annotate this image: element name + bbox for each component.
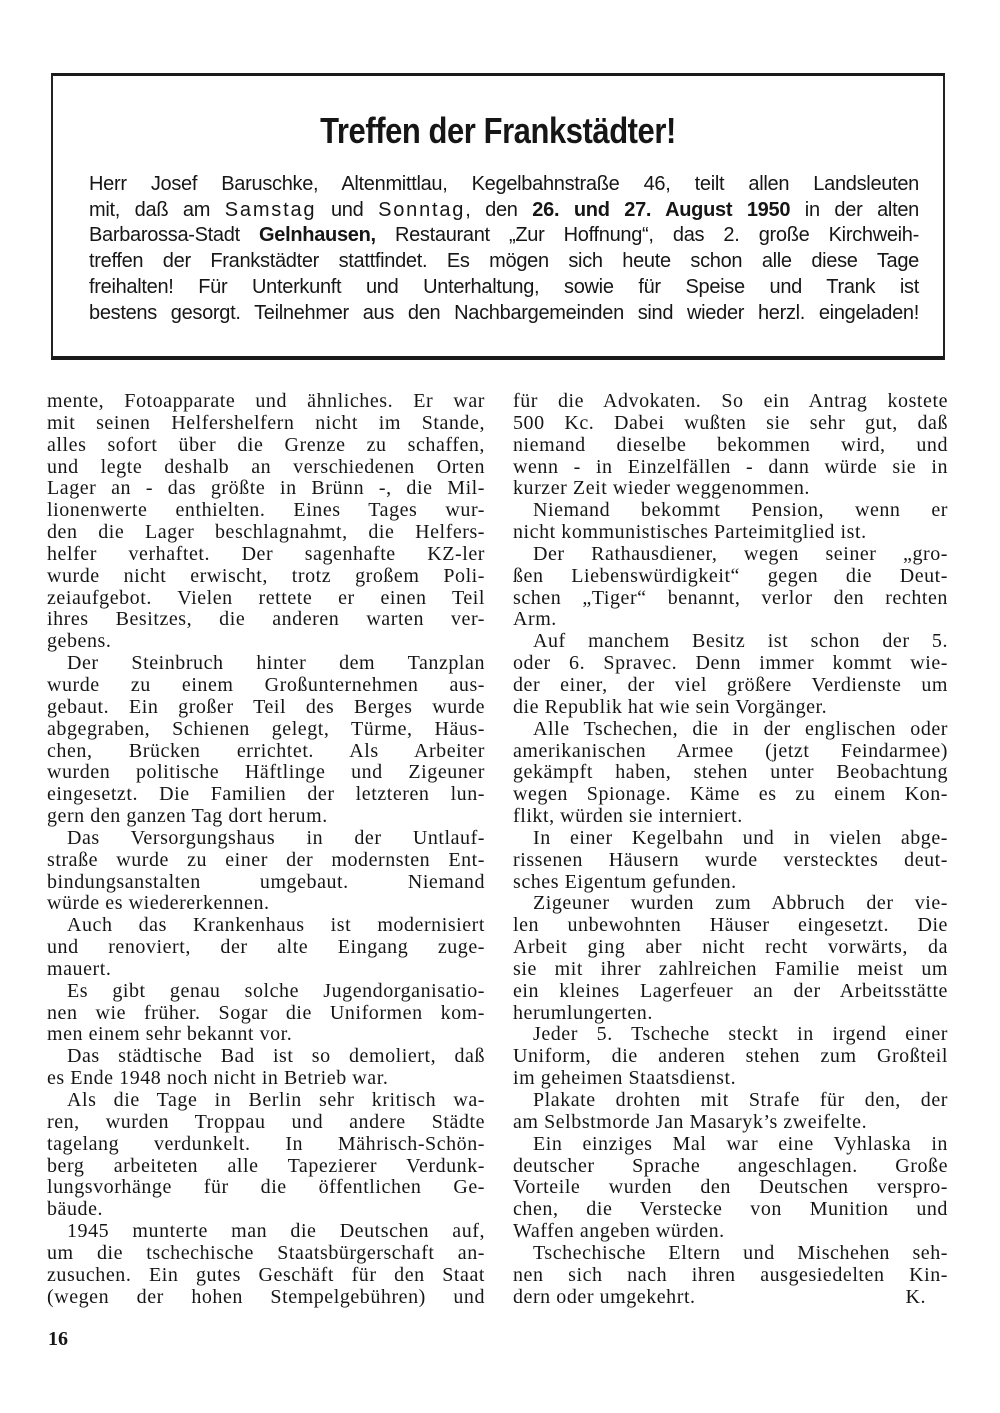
article-column-right: [513, 391, 948, 1308]
notice-line: [89, 301, 919, 327]
text-line: flikt, würden sie interniert.: [513, 805, 743, 828]
text-line: oder 6. Spravec. Denn immer kommt wie-: [513, 652, 948, 675]
text-line: helfer verhaftet. Der sagenhafte KZ-ler: [47, 542, 485, 565]
paragraph: [513, 500, 948, 544]
text-line: zeiaufgebot. Vielen rettete er einen Teil: [47, 586, 485, 609]
text-line: Der Steinbruch hinter dem Tanzplan: [67, 652, 485, 675]
text-line: gern den ganzen Tag dort herum.: [47, 805, 328, 828]
text-line: sie mit ihrer zahlreichen Familie meist um: [513, 957, 948, 980]
notice-emphasis: Gelnhausen,: [259, 224, 376, 247]
text-line: Als die Tage in Berlin sehr kritisch wa-: [67, 1089, 485, 1111]
text-line: Niemand bekommt Pension, wenn er: [533, 499, 948, 522]
paragraph: [513, 893, 948, 1024]
text-line: lungsvorhänge für die öffentlichen Ge-: [47, 1176, 485, 1199]
text-line: würde es wiedererkennen.: [47, 892, 270, 915]
text-line: 500 Kc. Dabei wußten sie sehr gut, daß: [513, 411, 948, 434]
paragraph: [513, 544, 948, 631]
text-line: chen, die Verstecke von Munition und: [513, 1198, 948, 1221]
text-line: mit seinen Helfershelfern nicht im Stande,: [47, 411, 485, 434]
paragraph: [513, 1243, 948, 1309]
text-line: ein kleines Lagerfeuer an der Arbeitsstätte: [513, 979, 948, 1002]
notice-text: , den: [465, 198, 533, 221]
paragraph: [47, 391, 485, 653]
text-line: abgegraben, Schienen gelegt, Türme, Häus-: [47, 717, 485, 740]
text-line: bindungsanstalten umgebaut. Niemand: [47, 870, 485, 893]
text-line: wurde zu einem Großunternehmen aus-: [47, 673, 485, 696]
text-line: rissenen Häusern wurde verstecktes deut-: [513, 848, 948, 871]
text-line: ren, wurden Troppau und andere Städte: [47, 1110, 485, 1133]
text-line: amerikanischen Armee (jetzt Feindarmee): [513, 739, 948, 762]
text-line: Es gibt genau solche Jugendorganisatio-: [67, 979, 485, 1002]
text-line: ßen Liebenswürdigkeit“ gegen die Deut-: [513, 564, 948, 587]
text-line: Arm.: [513, 608, 557, 631]
text-line: Ein einziges Mal war eine Vyhlaska in: [533, 1132, 948, 1155]
notice-text: Restaurant „Zur Hoffnung“, das 2. große Kirchweih-: [375, 224, 919, 247]
text-line: deutscher Sprache angeschlagen. Große: [513, 1154, 948, 1177]
paragraph: [47, 1221, 485, 1308]
text-line: wenn - in Einzelfällen - dann würde sie in: [513, 455, 948, 478]
notice-text: freihalten! Für Unterkunft und Unterhaltung, sowie für Speise und Trank ist: [89, 275, 919, 298]
paragraph: [513, 1090, 948, 1134]
text-line: len unbewohnten Häuser eingesetzt. Die: [513, 914, 948, 937]
notice-line: [89, 198, 919, 224]
text-line: chen, Brücken errichtet. Als Arbeiter: [47, 739, 485, 762]
notice-text: Samstag: [224, 198, 317, 221]
paragraph: [47, 1046, 485, 1090]
text-line: lionenwerte enthielten. Eines Tages wur-: [47, 499, 485, 522]
text-line: gekämpft haben, stehen unter Beobachtung: [513, 761, 948, 784]
article-column-left: [47, 391, 485, 1308]
text-line: wurden politische Häftlinge und Zigeuner: [47, 761, 485, 784]
text-line: tagelang verdunkelt. In Mährisch-Schön-: [47, 1132, 485, 1155]
notice-title: Treffen der Frankstädter!: [320, 110, 676, 151]
paragraph: [513, 1134, 948, 1243]
text-line: In einer Kegelbahn und in vielen abge-: [533, 826, 948, 849]
notice-line: [89, 249, 919, 275]
text-line: niemand dieselbe bekommen wird, und: [513, 433, 948, 456]
page-number: 16: [48, 1328, 68, 1350]
text-line: Tschechische Eltern und Mischehen seh-: [533, 1241, 948, 1264]
text-line: der einer, der viel größere Verdienste um: [513, 673, 948, 696]
text-line: wurde nicht erwischt, trotz großem Poli-: [47, 564, 485, 587]
text-line: den die Lager beschlagnahmt, die Helfers-: [47, 521, 485, 544]
text-line: nen wie früher. Sogar die Uniformen kom-: [47, 1001, 485, 1024]
text-line: Alle Tschechen, die in der englischen oder: [533, 717, 948, 740]
notice-text: treffen der Frankstädter stattfindet. Es mögen sich heute schon alle diese Tage: [89, 250, 919, 273]
text-line: sches Eigentum gefunden.: [513, 870, 737, 893]
text-line: wegen Spionage. Käme es zu einem Kon-: [513, 783, 948, 806]
text-line: berg arbeiteten alle Tapezierer Verdunk-: [47, 1154, 485, 1177]
paragraph: [513, 631, 948, 718]
paragraph: [47, 653, 485, 828]
text-line: (wegen der hohen Stempelgebühren) und: [47, 1285, 485, 1308]
text-line: die Republik hat wie sein Vorgänger.: [513, 695, 828, 718]
text-line: um die tschechische Staatsbürgerschaft an-: [47, 1241, 485, 1264]
text-line: Auf manchem Besitz ist schon der 5.: [533, 630, 948, 653]
text-line: ihres Besitzes, die anderen warten ver-: [47, 608, 485, 631]
text-line: men einem sehr bekannt vor.: [47, 1023, 293, 1046]
text-line: schen „Tiger“ benannt, verlor den rechten: [513, 586, 948, 609]
text-line: herumlungerten.: [513, 1001, 653, 1024]
text-line: mente, Fotoapparate und ähnliches. Er war: [47, 390, 485, 412]
text-line: Lager an - das größte in Brünn -, die Mil-: [47, 477, 485, 500]
text-line: 1945 munterte man die Deutschen auf,: [67, 1220, 485, 1243]
notice-text: bestens gesorgt. Teilnehmer aus den Nachbargemeinden sind wieder herzl. eingeladen!: [89, 301, 919, 324]
text-line: Das städtische Bad ist so demoliert, daß: [67, 1045, 485, 1068]
text-line: Jeder 5. Tscheche steckt in irgend einer: [533, 1023, 948, 1046]
text-line: Auch das Krankenhaus ist modernisiert: [67, 914, 485, 937]
paragraph: [513, 1024, 948, 1090]
event-notice-box: [51, 73, 945, 360]
text-line: straße wurde zu einer der modernsten Ent-: [47, 848, 485, 871]
text-line: kurzer Zeit wieder weggenommen.: [513, 477, 810, 500]
text-line: gebaut. Ein großer Teil des Berges wurde: [47, 695, 485, 718]
notice-text: Herr Josef Baruschke, Altenmittlau, Kegelbahnstraße 46, teilt allen Landsleuten: [89, 173, 919, 195]
text-line: eingesetzt. Die Familien der letzteren lun-: [47, 783, 485, 806]
notice-text: und: [316, 198, 379, 221]
author-signature: K.: [905, 1285, 926, 1308]
text-line: und renoviert, der alte Eingang zuge-: [47, 936, 485, 959]
notice-line: [89, 223, 919, 249]
text-line: Plakate drohten mit Strafe für den, der: [533, 1089, 948, 1111]
text-line: am Selbstmorde Jan Masaryk’s zweifelte.: [513, 1110, 868, 1133]
paragraph: [513, 828, 948, 894]
notice-text: mit, daß am: [89, 198, 225, 221]
text-line: gebens.: [47, 630, 112, 653]
text-line: bäude.: [47, 1198, 104, 1221]
paragraph: [47, 828, 485, 915]
text-line: Vorteile wurden den Deutschen verspro-: [513, 1176, 948, 1199]
paragraph: [47, 1090, 485, 1221]
text-line: nicht kommunistisches Parteimitglied ist.: [513, 521, 867, 544]
notice-text: Sonntag: [378, 198, 466, 221]
paragraph: [513, 391, 948, 500]
text-line: es Ende 1948 noch nicht in Betrieb war.: [47, 1067, 389, 1090]
text-line: für die Advokaten. So ein Antrag kostete: [513, 390, 948, 412]
notice-text: Barbarossa-Stadt: [89, 224, 260, 247]
paragraph: [513, 719, 948, 828]
notice-emphasis: 26. und 27. August 1950: [532, 198, 791, 221]
paragraph: [47, 981, 485, 1047]
paragraph: [47, 915, 485, 981]
text-line: Uniform, die anderen stehen zum Großteil: [513, 1045, 948, 1068]
text-line: und legte deshalb an verschiedenen Orten: [47, 455, 485, 478]
text-line: Der Rathausdiener, wegen seiner „gro-: [533, 542, 948, 565]
text-line: mauert.: [47, 957, 112, 980]
text-line: zusuchen. Ein gutes Geschäft für den Staat: [47, 1263, 485, 1286]
text-line: dern oder umgekehrt.: [513, 1285, 696, 1308]
text-line: Das Versorgungshaus in der Untlauf-: [67, 826, 485, 849]
text-line: alles sofort über die Grenze zu schaffen,: [47, 433, 485, 456]
notice-body: [89, 172, 919, 326]
text-line: Zigeuner wurden zum Abbruch der vie-: [533, 892, 948, 915]
text-line: Arbeit ging aber nicht recht vorwärts, da: [513, 936, 948, 959]
text-line: im geheimen Staatsdienst.: [513, 1067, 737, 1090]
text-line: nen sich nach ihren ausgesiedelten Kin-: [513, 1263, 948, 1286]
notice-text: in der alten: [790, 198, 919, 221]
notice-line: [89, 172, 919, 198]
text-line: Waffen angeben würden.: [513, 1220, 725, 1243]
notice-line: [89, 275, 919, 301]
